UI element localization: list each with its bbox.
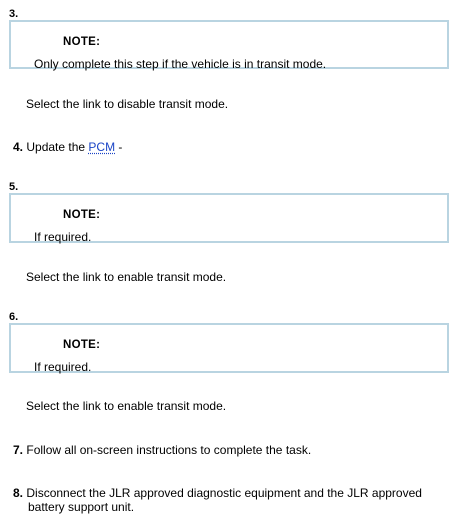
step-8-line	[13, 486, 422, 500]
step-6-instruction: Select the link to enable transit mode.	[26, 399, 227, 413]
step-5-number: 5.	[9, 181, 19, 193]
step-4-number: 4.	[13, 140, 24, 154]
note-text: If required.	[34, 360, 92, 374]
step-5-instruction: Select the link to enable transit mode.	[26, 270, 227, 284]
step-4-text: Update the	[26, 140, 86, 154]
note-title: NOTE:	[63, 209, 101, 221]
step-8-text-line2: battery support unit.	[28, 500, 135, 514]
step-4-line	[13, 140, 122, 154]
pcm-link[interactable]: PCM	[88, 140, 116, 154]
step-6-number: 6.	[9, 311, 19, 323]
step-7-line	[13, 443, 311, 457]
note-text: If required.	[34, 230, 92, 244]
step-6-note-box	[9, 323, 449, 373]
step-3-instruction: Select the link to disable transit mode.	[26, 97, 229, 111]
step-7-number: 7.	[13, 443, 24, 457]
step-8-number: 8.	[13, 486, 24, 500]
step-7-text: Follow all on-screen instructions to complete the task.	[26, 443, 312, 457]
note-title: NOTE:	[63, 36, 101, 48]
step-5-note-box	[9, 193, 449, 243]
step-3-note-box	[9, 20, 449, 69]
step-8-text-line1: Disconnect the JLR approved diagnostic equipment and the JLR approved	[26, 486, 422, 500]
note-title: NOTE:	[63, 339, 101, 351]
step-3-number: 3.	[9, 8, 19, 20]
step-4-suffix: -	[115, 140, 123, 154]
note-text: Only complete this step if the vehicle is in transit mode.	[34, 57, 327, 71]
